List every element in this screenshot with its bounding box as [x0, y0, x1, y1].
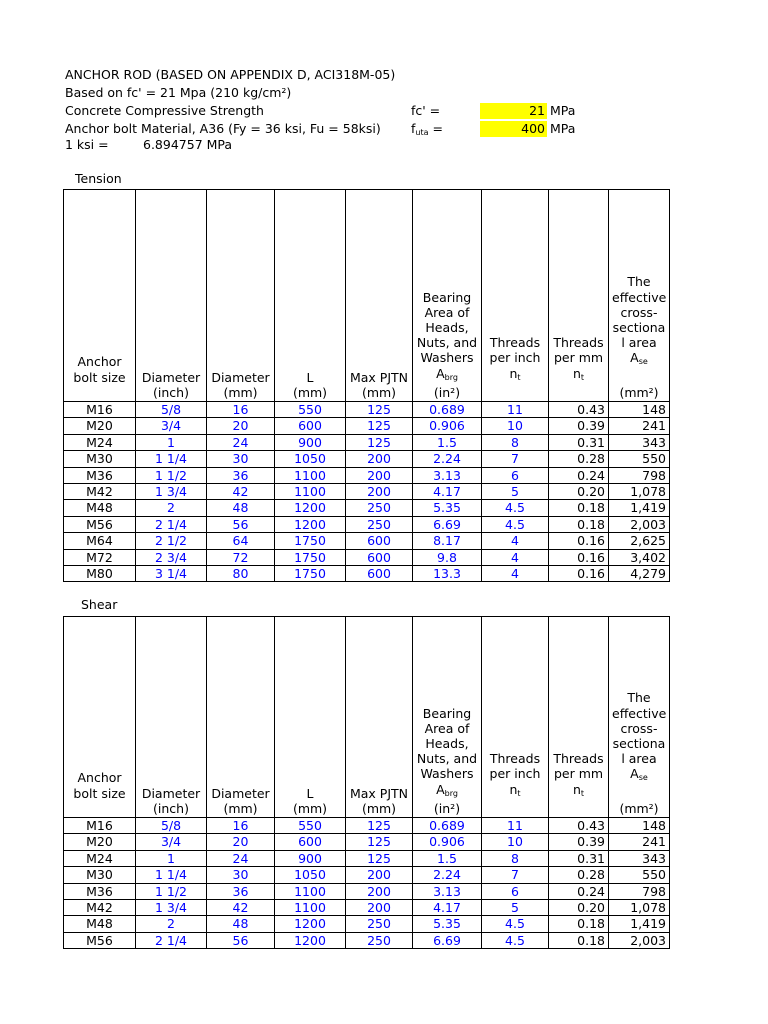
cell-dia-inch[interactable]: 5/8 — [136, 402, 207, 418]
cell-ase[interactable]: 1,078 — [609, 484, 670, 500]
cell-dia-inch[interactable]: 1 3/4 — [136, 484, 207, 500]
cell-size[interactable]: M42 — [64, 484, 136, 500]
fc-symbol: fc' = — [411, 103, 441, 118]
cell-pjtn[interactable]: 250 — [346, 500, 413, 516]
col-header-threads-inch: Threads per inch $n_t$ — [482, 617, 549, 818]
cell-size[interactable]: M56 — [64, 516, 136, 532]
cell-pjtn[interactable]: 125 — [346, 434, 413, 450]
cell-size[interactable]: M24 — [64, 850, 136, 866]
cell-threads-inch[interactable]: 8 — [482, 434, 549, 450]
cell-size[interactable]: M16 — [64, 818, 136, 834]
cell-dia-mm[interactable]: 36 — [207, 883, 275, 899]
cell-threads-mm[interactable]: 0.28 — [549, 451, 609, 467]
cell-ase[interactable]: 798 — [609, 883, 670, 899]
cell-threads-mm[interactable]: 0.16 — [549, 566, 609, 582]
cell-pjtn[interactable]: 200 — [346, 484, 413, 500]
cell-threads-mm[interactable]: 0.18 — [549, 500, 609, 516]
cell-length[interactable]: 1100 — [275, 484, 346, 500]
cell-pjtn[interactable]: 200 — [346, 451, 413, 467]
cell-threads-mm[interactable]: 0.43 — [549, 402, 609, 418]
cell-length[interactable]: 900 — [275, 850, 346, 866]
cell-size[interactable]: M16 — [64, 402, 136, 418]
cell-bearing-area[interactable]: 5.35 — [413, 916, 482, 932]
cell-dia-inch[interactable]: 2 1/4 — [136, 516, 207, 532]
cell-size[interactable]: M72 — [64, 549, 136, 565]
cell-dia-mm[interactable]: 24 — [207, 434, 275, 450]
cell-threads-mm[interactable]: 0.31 — [549, 850, 609, 866]
table-row — [64, 467, 670, 483]
cell-threads-inch[interactable]: 4.5 — [482, 516, 549, 532]
table-row — [64, 500, 670, 516]
cell-pjtn[interactable]: 200 — [346, 867, 413, 883]
cell-dia-mm[interactable]: 30 — [207, 867, 275, 883]
cell-size[interactable]: M24 — [64, 434, 136, 450]
sheet-title: ANCHOR ROD (BASED ON APPENDIX D, ACI318M-05) — [65, 67, 396, 82]
cell-ase[interactable]: 241 — [609, 834, 670, 850]
col-header-bearing-area: Bearing Area of Heads, Nuts, and Washers $A_{brg}$ (in²) — [413, 617, 482, 818]
cell-size[interactable]: M42 — [64, 900, 136, 916]
cell-threads-inch[interactable]: 5 — [482, 484, 549, 500]
cell-ase[interactable]: 1,078 — [609, 900, 670, 916]
cell-threads-inch[interactable]: 7 — [482, 451, 549, 467]
table-row — [64, 916, 670, 932]
futa-value-cell[interactable]: 400 — [480, 121, 547, 137]
cell-bearing-area[interactable]: 0.689 — [413, 818, 482, 834]
cell-bearing-area[interactable]: 6.69 — [413, 516, 482, 532]
cell-size[interactable]: M56 — [64, 932, 136, 948]
cell-ase[interactable]: 550 — [609, 451, 670, 467]
cell-pjtn[interactable]: 250 — [346, 516, 413, 532]
cell-length[interactable]: 550 — [275, 818, 346, 834]
col-header-threads-mm: Threads per mm $n_t$ — [549, 617, 609, 818]
col-header-ase: The effective cross-sectiona l area $A_{se}$ (mm²) — [609, 617, 670, 818]
cell-bearing-area[interactable]: 2.24 — [413, 451, 482, 467]
cell-threads-mm[interactable]: 0.39 — [549, 834, 609, 850]
cell-bearing-area[interactable]: 8.17 — [413, 533, 482, 549]
cell-length[interactable]: 600 — [275, 834, 346, 850]
table-row — [64, 883, 670, 899]
table-row — [64, 533, 670, 549]
table-row — [64, 850, 670, 866]
cell-bearing-area[interactable]: 0.906 — [413, 418, 482, 434]
cell-threads-mm[interactable]: 0.39 — [549, 418, 609, 434]
cell-dia-inch[interactable]: 3/4 — [136, 418, 207, 434]
table-row — [64, 549, 670, 565]
futa-symbol: $f_{uta}$ = — [411, 121, 443, 137]
cell-size[interactable]: M30 — [64, 867, 136, 883]
cell-length[interactable]: 1750 — [275, 533, 346, 549]
col-header-threads-inch: Threads per inch $n_t$ — [482, 190, 549, 402]
cell-length[interactable]: 1200 — [275, 516, 346, 532]
cell-pjtn[interactable]: 250 — [346, 932, 413, 948]
cell-ase[interactable]: 2,003 — [609, 516, 670, 532]
cell-dia-mm[interactable]: 80 — [207, 566, 275, 582]
cell-size[interactable]: M48 — [64, 916, 136, 932]
cell-dia-inch[interactable]: 1 1/4 — [136, 451, 207, 467]
cell-threads-mm[interactable]: 0.16 — [549, 549, 609, 565]
cell-ase[interactable]: 550 — [609, 867, 670, 883]
cell-size[interactable]: M64 — [64, 533, 136, 549]
cell-bearing-area[interactable]: 0.906 — [413, 834, 482, 850]
cell-length[interactable]: 1200 — [275, 932, 346, 948]
cell-size[interactable]: M48 — [64, 500, 136, 516]
cell-dia-inch[interactable]: 2 1/2 — [136, 533, 207, 549]
col-header-pjtn: Max PJTN (mm) — [346, 617, 413, 818]
cell-bearing-area[interactable]: 5.35 — [413, 500, 482, 516]
cell-ase[interactable]: 1,419 — [609, 916, 670, 932]
ksi-label: 1 ksi = — [65, 137, 109, 152]
col-header-size: Anchor bolt size — [64, 617, 136, 818]
cell-length[interactable]: 1100 — [275, 883, 346, 899]
cell-threads-inch[interactable]: 8 — [482, 850, 549, 866]
table-row — [64, 484, 670, 500]
col-header-length: L (mm) — [275, 617, 346, 818]
cell-length[interactable]: 1200 — [275, 916, 346, 932]
col-header-ase: The effective cross-sectiona l area $A_{se}$ (mm²) — [609, 190, 670, 402]
cell-dia-inch[interactable]: 3/4 — [136, 834, 207, 850]
cell-dia-inch[interactable]: 1 — [136, 850, 207, 866]
cell-threads-inch[interactable]: 4.5 — [482, 932, 549, 948]
cell-pjtn[interactable]: 200 — [346, 883, 413, 899]
table-row — [64, 818, 670, 834]
cell-bearing-area[interactable]: 13.3 — [413, 566, 482, 582]
cell-dia-mm[interactable]: 20 — [207, 834, 275, 850]
cell-threads-mm[interactable]: 0.31 — [549, 434, 609, 450]
cell-threads-inch[interactable]: 11 — [482, 818, 549, 834]
table-row — [64, 516, 670, 532]
col-header-dia-inch: Diameter (inch) — [136, 617, 207, 818]
cell-threads-mm[interactable]: 0.16 — [549, 533, 609, 549]
cell-length[interactable]: 1050 — [275, 867, 346, 883]
cell-dia-inch[interactable]: 1 3/4 — [136, 900, 207, 916]
cell-pjtn[interactable]: 125 — [346, 818, 413, 834]
table-row — [64, 434, 670, 450]
cell-threads-mm[interactable]: 0.20 — [549, 484, 609, 500]
cell-threads-inch[interactable]: 4.5 — [482, 500, 549, 516]
cell-threads-inch[interactable]: 6 — [482, 883, 549, 899]
cell-dia-mm[interactable]: 20 — [207, 418, 275, 434]
cell-ase[interactable]: 2,003 — [609, 932, 670, 948]
cell-pjtn[interactable]: 200 — [346, 467, 413, 483]
cell-ase[interactable]: 343 — [609, 850, 670, 866]
cell-threads-inch[interactable]: 10 — [482, 834, 549, 850]
cell-threads-inch[interactable]: 11 — [482, 402, 549, 418]
cell-dia-inch[interactable]: 1 1/2 — [136, 883, 207, 899]
cell-length[interactable]: 1050 — [275, 451, 346, 467]
cell-bearing-area[interactable]: 1.5 — [413, 434, 482, 450]
table-row — [64, 402, 670, 418]
cell-threads-mm[interactable]: 0.18 — [549, 516, 609, 532]
cell-dia-inch[interactable]: 5/8 — [136, 818, 207, 834]
futa-unit: MPa — [550, 121, 576, 136]
cell-size[interactable]: M36 — [64, 883, 136, 899]
cell-length[interactable]: 1100 — [275, 467, 346, 483]
cell-dia-inch[interactable]: 1 1/4 — [136, 867, 207, 883]
cell-threads-mm[interactable]: 0.24 — [549, 883, 609, 899]
cell-threads-inch[interactable]: 4 — [482, 549, 549, 565]
cell-dia-mm[interactable]: 72 — [207, 549, 275, 565]
cell-size[interactable]: M20 — [64, 418, 136, 434]
cell-bearing-area[interactable]: 9.8 — [413, 549, 482, 565]
based-on-note: Based on fc' = 21 Mpa (210 kg/cm²) — [65, 85, 292, 100]
cell-dia-inch[interactable]: 2 — [136, 500, 207, 516]
cell-size[interactable]: M36 — [64, 467, 136, 483]
col-header-bearing-area: Bearing Area of Heads, Nuts, and Washers $A_{brg}$ (in²) — [413, 190, 482, 402]
cell-ase[interactable]: 343 — [609, 434, 670, 450]
cell-dia-mm[interactable]: 56 — [207, 516, 275, 532]
cell-threads-mm[interactable]: 0.18 — [549, 932, 609, 948]
anchor-material-label: Anchor bolt Material, A36 (Fy = 36 ksi, Fu = 58ksi) — [65, 121, 381, 136]
cell-pjtn[interactable]: 125 — [346, 850, 413, 866]
cell-dia-inch[interactable]: 1 — [136, 434, 207, 450]
cell-pjtn[interactable]: 200 — [346, 900, 413, 916]
cell-bearing-area[interactable]: 1.5 — [413, 850, 482, 866]
cell-dia-mm[interactable]: 64 — [207, 533, 275, 549]
col-header-dia-mm: Diameter (mm) — [207, 190, 275, 402]
cell-dia-mm[interactable]: 48 — [207, 916, 275, 932]
cell-dia-mm[interactable]: 48 — [207, 500, 275, 516]
cell-bearing-area[interactable]: 0.689 — [413, 402, 482, 418]
cell-bearing-area[interactable]: 4.17 — [413, 900, 482, 916]
cell-dia-inch[interactable]: 1 1/2 — [136, 467, 207, 483]
cell-dia-mm[interactable]: 24 — [207, 850, 275, 866]
cell-length[interactable]: 1750 — [275, 566, 346, 582]
col-header-dia-inch: Diameter (inch) — [136, 190, 207, 402]
cell-dia-mm[interactable]: 30 — [207, 451, 275, 467]
cell-size[interactable]: M20 — [64, 834, 136, 850]
cell-size[interactable]: M80 — [64, 566, 136, 582]
table-row — [64, 451, 670, 467]
ksi-conversion: 6.894757 MPa — [143, 137, 233, 152]
table-row — [64, 900, 670, 916]
cell-dia-mm[interactable]: 16 — [207, 402, 275, 418]
cell-dia-mm[interactable]: 42 — [207, 484, 275, 500]
cell-bearing-area[interactable]: 3.13 — [413, 467, 482, 483]
cell-length[interactable]: 550 — [275, 402, 346, 418]
table-row — [64, 418, 670, 434]
shear-label: Shear — [81, 597, 118, 612]
cell-ase[interactable]: 3,402 — [609, 549, 670, 565]
cell-bearing-area[interactable]: 2.24 — [413, 867, 482, 883]
col-header-size: Anchor bolt size — [64, 190, 136, 402]
cell-threads-inch[interactable]: 6 — [482, 467, 549, 483]
cell-dia-mm[interactable]: 56 — [207, 932, 275, 948]
cell-length[interactable]: 1200 — [275, 500, 346, 516]
cell-threads-inch[interactable]: 7 — [482, 867, 549, 883]
cell-ase[interactable]: 1,419 — [609, 500, 670, 516]
cell-pjtn[interactable]: 600 — [346, 566, 413, 582]
col-header-pjtn: Max PJTN (mm) — [346, 190, 413, 402]
cell-threads-mm[interactable]: 0.20 — [549, 900, 609, 916]
cell-ase[interactable]: 798 — [609, 467, 670, 483]
cell-threads-mm[interactable]: 0.28 — [549, 867, 609, 883]
cell-pjtn[interactable]: 250 — [346, 916, 413, 932]
tension-label: Tension — [75, 171, 122, 186]
cell-threads-mm[interactable]: 0.24 — [549, 467, 609, 483]
shear-table — [63, 616, 670, 949]
cell-pjtn[interactable]: 600 — [346, 549, 413, 565]
table-row — [64, 867, 670, 883]
cell-ase[interactable]: 241 — [609, 418, 670, 434]
cell-threads-inch[interactable]: 4.5 — [482, 916, 549, 932]
cell-length[interactable]: 1750 — [275, 549, 346, 565]
col-header-threads-mm: Threads per mm $n_t$ — [549, 190, 609, 402]
cell-ase[interactable]: 4,279 — [609, 566, 670, 582]
cell-threads-inch[interactable]: 5 — [482, 900, 549, 916]
table-row — [64, 566, 670, 582]
fc-value-cell[interactable]: 21 — [480, 103, 547, 119]
cell-dia-mm[interactable]: 16 — [207, 818, 275, 834]
cell-pjtn[interactable]: 125 — [346, 418, 413, 434]
cell-size[interactable]: M30 — [64, 451, 136, 467]
col-header-length: L (mm) — [275, 190, 346, 402]
cell-threads-inch[interactable]: 10 — [482, 418, 549, 434]
cell-dia-inch[interactable]: 2 1/4 — [136, 932, 207, 948]
cell-length[interactable]: 900 — [275, 434, 346, 450]
table-row — [64, 932, 670, 948]
cell-threads-mm[interactable]: 0.43 — [549, 818, 609, 834]
fc-unit: MPa — [550, 103, 576, 118]
cell-threads-mm[interactable]: 0.18 — [549, 916, 609, 932]
tension-table — [63, 189, 670, 582]
cell-bearing-area[interactable]: 6.69 — [413, 932, 482, 948]
cell-bearing-area[interactable]: 3.13 — [413, 883, 482, 899]
cell-dia-inch[interactable]: 2 3/4 — [136, 549, 207, 565]
cell-ase[interactable]: 148 — [609, 402, 670, 418]
cell-ase[interactable]: 2,625 — [609, 533, 670, 549]
cell-bearing-area[interactable]: 4.17 — [413, 484, 482, 500]
cell-pjtn[interactable]: 125 — [346, 402, 413, 418]
cell-dia-inch[interactable]: 2 — [136, 916, 207, 932]
cell-dia-mm[interactable]: 42 — [207, 900, 275, 916]
cell-length[interactable]: 1100 — [275, 900, 346, 916]
table-row — [64, 834, 670, 850]
cell-dia-mm[interactable]: 36 — [207, 467, 275, 483]
cell-pjtn[interactable]: 600 — [346, 533, 413, 549]
cell-ase[interactable]: 148 — [609, 818, 670, 834]
cell-pjtn[interactable]: 125 — [346, 834, 413, 850]
col-header-dia-mm: Diameter (mm) — [207, 617, 275, 818]
cell-threads-inch[interactable]: 4 — [482, 566, 549, 582]
cell-length[interactable]: 600 — [275, 418, 346, 434]
cell-threads-inch[interactable]: 4 — [482, 533, 549, 549]
concrete-strength-label: Concrete Compressive Strength — [65, 103, 264, 118]
cell-dia-inch[interactable]: 3 1/4 — [136, 566, 207, 582]
